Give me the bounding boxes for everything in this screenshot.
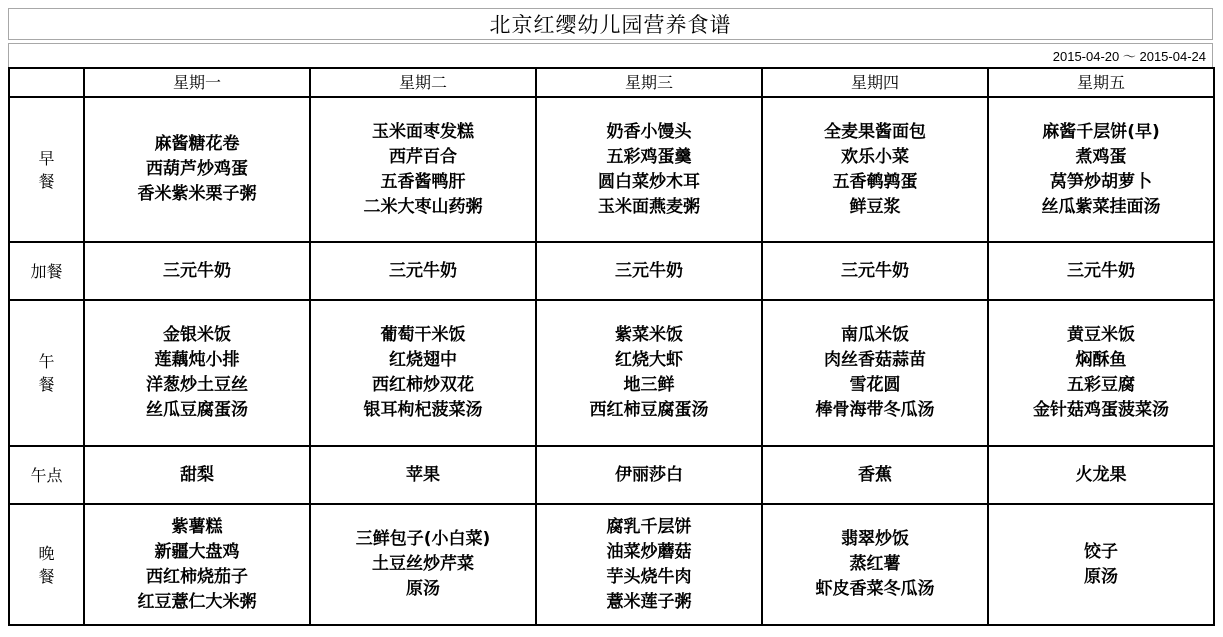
dish-item: 原汤 bbox=[1084, 566, 1118, 587]
dish-item: 葡萄干米饭 bbox=[380, 325, 466, 345]
dish-item: 棒骨海带冬瓜汤 bbox=[815, 400, 935, 420]
menu-cell-snack-tue bbox=[310, 242, 536, 300]
dish-item: 丝瓜豆腐蛋汤 bbox=[146, 400, 248, 420]
dish-item: 二米大枣山药粥 bbox=[363, 196, 483, 217]
menu-cell-lunch-mon bbox=[84, 300, 310, 446]
meal-label-afternoon-snack bbox=[9, 446, 84, 504]
dish-item: 雪花圆 bbox=[849, 375, 901, 395]
meal-label-text: 餐 bbox=[38, 566, 55, 586]
dish-item: 欢乐小菜 bbox=[841, 146, 909, 167]
dish-item: 全麦果酱面包 bbox=[824, 121, 926, 142]
dish-item: 油菜炒蘑菇 bbox=[606, 541, 692, 562]
menu-cell-afternoon-snack-mon bbox=[84, 446, 310, 504]
dish-item: 火龙果 bbox=[1075, 464, 1127, 485]
menu-cell-snack-fri bbox=[988, 242, 1214, 300]
dish-item: 洋葱炒土豆丝 bbox=[146, 375, 248, 395]
menu-cell-dinner-mon bbox=[84, 504, 310, 625]
day-header-mon: 星期一 bbox=[84, 68, 310, 97]
menu-cell-snack-thu bbox=[762, 242, 988, 300]
menu-cell-dinner-wed bbox=[536, 504, 762, 625]
dish-item: 三元牛奶 bbox=[163, 260, 231, 281]
menu-cell-lunch-tue bbox=[310, 300, 536, 446]
meal-row-dinner bbox=[9, 504, 1214, 625]
menu-cell-breakfast-wed bbox=[536, 97, 762, 242]
menu-cell-lunch-fri bbox=[988, 300, 1214, 446]
header-row bbox=[9, 68, 1214, 97]
dish-item: 红豆薏仁大米粥 bbox=[137, 591, 257, 612]
menu-cell-breakfast-mon bbox=[84, 97, 310, 242]
meal-row-breakfast bbox=[9, 97, 1214, 242]
menu-title: 北京红缨幼儿园营养食谱 bbox=[8, 8, 1213, 40]
dish-item: 三鲜包子(小白菜) bbox=[355, 529, 491, 549]
meal-label-snack bbox=[9, 242, 84, 300]
menu-cell-snack-mon bbox=[84, 242, 310, 300]
dish-item: 三元牛奶 bbox=[1067, 260, 1135, 281]
menu-cell-dinner-thu bbox=[762, 504, 988, 625]
dish-item: 红烧大虾 bbox=[615, 350, 683, 370]
meal-label-text: 早 bbox=[38, 148, 55, 168]
dish-item: 地三鲜 bbox=[623, 375, 675, 395]
dish-item: 奶香小馒头 bbox=[606, 121, 692, 142]
dish-item: 金针菇鸡蛋菠菜汤 bbox=[1033, 400, 1169, 420]
dish-item: 麻酱千层饼(早) bbox=[1042, 121, 1160, 142]
menu-cell-afternoon-snack-fri bbox=[988, 446, 1214, 504]
menu-cell-lunch-wed bbox=[536, 300, 762, 446]
dish-item: 腐乳千层饼 bbox=[606, 516, 692, 537]
day-header-fri: 星期五 bbox=[988, 68, 1214, 97]
dish-item: 煮鸡蛋 bbox=[1075, 146, 1127, 167]
dish-item: 三元牛奶 bbox=[615, 260, 683, 281]
dish-item: 肉丝香菇蒜苗 bbox=[824, 350, 926, 370]
dish-item: 圆白菜炒木耳 bbox=[598, 171, 700, 192]
meal-row-afternoon-snack bbox=[9, 446, 1214, 504]
dish-item: 西葫芦炒鸡蛋 bbox=[146, 159, 248, 179]
menu-cell-breakfast-fri bbox=[988, 97, 1214, 242]
dish-item: 饺子 bbox=[1084, 541, 1118, 562]
meal-label-dinner bbox=[9, 504, 84, 625]
day-header-thu: 星期四 bbox=[762, 68, 988, 97]
meal-label-text: 午点 bbox=[30, 465, 63, 485]
meal-label-text: 晚 bbox=[38, 543, 55, 563]
dish-item: 紫菜米饭 bbox=[615, 325, 683, 345]
dish-item: 玉米面燕麦粥 bbox=[598, 196, 700, 217]
dish-item: 五彩豆腐 bbox=[1067, 375, 1135, 395]
dish-item: 西红柿炒双花 bbox=[372, 375, 474, 395]
dish-item: 丝瓜紫菜挂面汤 bbox=[1041, 196, 1161, 217]
dish-item: 香蕉 bbox=[858, 464, 892, 485]
menu-table bbox=[8, 67, 1215, 626]
meal-label-text: 餐 bbox=[38, 171, 55, 191]
dish-item: 黄豆米饭 bbox=[1067, 325, 1135, 345]
menu-cell-breakfast-thu bbox=[762, 97, 988, 242]
dish-item: 西芹百合 bbox=[389, 146, 457, 167]
day-header-wed: 星期三 bbox=[536, 68, 762, 97]
menu-cell-dinner-tue bbox=[310, 504, 536, 625]
dish-item: 苹果 bbox=[406, 464, 440, 485]
dish-item: 三元牛奶 bbox=[389, 260, 457, 281]
meal-row-snack bbox=[9, 242, 1214, 300]
dish-item: 原汤 bbox=[406, 579, 440, 599]
dish-item: 莲藕炖小排 bbox=[154, 350, 240, 370]
dish-item: 三元牛奶 bbox=[841, 260, 909, 281]
dish-item: 紫薯糕 bbox=[171, 516, 223, 537]
dish-item: 香米紫米栗子粥 bbox=[137, 184, 257, 204]
dish-item: 麻酱糖花卷 bbox=[154, 134, 240, 154]
dish-item: 五香鹌鹑蛋 bbox=[832, 171, 918, 192]
dish-item: 五彩鸡蛋羹 bbox=[606, 146, 692, 167]
meal-label-text: 午 bbox=[38, 352, 55, 371]
dish-item: 五香酱鸭肝 bbox=[380, 171, 466, 192]
date-range: 2015-04-20 ～ 2015-04-24 bbox=[8, 43, 1213, 67]
day-header-tue: 星期二 bbox=[310, 68, 536, 97]
menu-cell-lunch-thu bbox=[762, 300, 988, 446]
dish-item: 芋头烧牛肉 bbox=[606, 566, 692, 587]
meal-label-text: 加餐 bbox=[30, 261, 63, 281]
meal-label-lunch bbox=[9, 300, 84, 446]
dish-item: 红烧翅中 bbox=[389, 350, 457, 370]
dish-item: 新疆大盘鸡 bbox=[154, 541, 240, 562]
dish-item: 翡翠炒饭 bbox=[841, 529, 909, 549]
dish-item: 南瓜米饭 bbox=[841, 325, 909, 345]
dish-item: 甜梨 bbox=[180, 464, 214, 485]
dish-item: 银耳枸杞菠菜汤 bbox=[363, 400, 483, 420]
dish-item: 伊丽莎白 bbox=[615, 464, 683, 485]
menu-cell-afternoon-snack-tue bbox=[310, 446, 536, 504]
meal-label-breakfast bbox=[9, 97, 84, 242]
menu-cell-breakfast-tue bbox=[310, 97, 536, 242]
dish-item: 薏米莲子粥 bbox=[606, 591, 692, 612]
dish-item: 焖酥鱼 bbox=[1075, 350, 1127, 370]
dish-item: 虾皮香菜冬瓜汤 bbox=[815, 579, 935, 599]
menu-cell-afternoon-snack-thu bbox=[762, 446, 988, 504]
dish-item: 鲜豆浆 bbox=[849, 196, 901, 217]
dish-item: 蒸红薯 bbox=[849, 554, 901, 574]
dish-item: 玉米面枣发糕 bbox=[372, 121, 474, 142]
meal-label-text: 餐 bbox=[38, 375, 55, 394]
menu-cell-afternoon-snack-wed bbox=[536, 446, 762, 504]
menu-cell-snack-wed bbox=[536, 242, 762, 300]
dish-item: 西红柿豆腐蛋汤 bbox=[589, 400, 709, 420]
dish-item: 土豆丝炒芹菜 bbox=[372, 554, 474, 574]
menu-cell-dinner-fri bbox=[988, 504, 1214, 625]
dish-item: 金银米饭 bbox=[163, 325, 231, 345]
dish-item: 莴笋炒胡萝卜 bbox=[1050, 171, 1152, 192]
meal-row-lunch bbox=[9, 300, 1214, 446]
dish-item: 西红柿烧茄子 bbox=[146, 566, 248, 587]
corner-cell bbox=[9, 68, 84, 97]
